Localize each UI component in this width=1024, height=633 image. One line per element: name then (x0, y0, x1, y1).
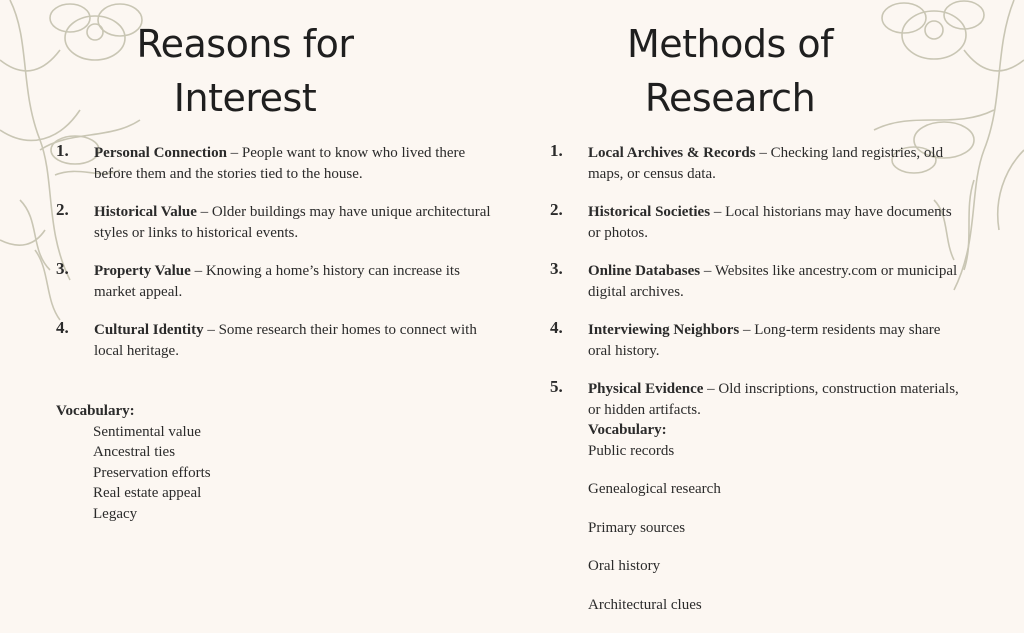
item-term: Local Archives & Records (588, 145, 756, 161)
vocabulary-item: Genealogical research (588, 481, 721, 497)
vocabulary-item: Real estate appeal (93, 485, 202, 501)
right-title (580, 17, 880, 125)
item-term: Interviewing Neighbors (588, 322, 740, 338)
right-title-line1: Methods of (626, 22, 834, 66)
item-term: Physical Evidence (588, 381, 704, 397)
item-number: 5. (550, 377, 563, 396)
vocabulary-item: Sentimental value (93, 423, 201, 440)
list-item (550, 320, 960, 361)
item-term: Online Databases (588, 263, 701, 279)
item-description: – Long-term residents may share oral history. (588, 322, 941, 359)
vocabulary-item: Primary sources (588, 519, 686, 536)
item-term: Historical Value (94, 204, 197, 220)
list-item (550, 143, 960, 184)
reasons-list (56, 143, 496, 379)
item-number: 3. (550, 259, 563, 278)
vocabulary-item: Preservation efforts (93, 464, 211, 481)
item-description: – Older buildings may have unique architectural styles or links to historical events. (94, 204, 491, 241)
vocabulary-item: Legacy (93, 505, 138, 522)
vocabulary-heading: Vocabulary: (588, 422, 667, 438)
item-number: 1. (56, 141, 69, 160)
list-item (550, 202, 960, 243)
left-title-line1: Reasons for (136, 22, 354, 66)
item-number: 2. (550, 200, 563, 219)
item-number: 3. (56, 259, 69, 278)
vocabulary-item: Public records (588, 442, 675, 459)
vocabulary-list (56, 422, 211, 525)
item-term: Cultural Identity (94, 322, 204, 338)
list-item (550, 261, 960, 302)
item-description: – Local historians may have documents or photos. (588, 204, 952, 241)
list-item (56, 320, 496, 361)
right-vocabulary (588, 420, 960, 615)
item-description: – Websites like ancestry.com or municipal digital archives. (588, 263, 958, 300)
list-item (56, 202, 496, 243)
left-title-line2: Interest (173, 76, 317, 120)
list-item (56, 261, 496, 302)
item-description: – Checking land registries, old maps, or census data. (588, 145, 944, 182)
item-description: – Some research their homes to connect with local heritage. (94, 322, 477, 359)
left-vocabulary (56, 401, 211, 524)
list-item (550, 379, 960, 615)
item-number: 1. (550, 141, 563, 160)
vocabulary-item: Ancestral ties (93, 444, 176, 460)
item-number: 2. (56, 200, 69, 219)
item-term: Historical Societies (588, 204, 711, 220)
list-item (56, 143, 496, 184)
item-description: – People want to know who lived there before them and the stories tied to the house. (94, 145, 466, 182)
methods-list (550, 143, 960, 633)
item-term: Personal Connection (94, 145, 227, 161)
left-title (95, 17, 395, 125)
item-number: 4. (56, 318, 69, 337)
vocabulary-heading: Vocabulary: (56, 403, 135, 419)
vocabulary-list (588, 441, 960, 616)
vocabulary-item: Architectural clues (588, 596, 702, 613)
item-description: – Knowing a home’s history can increase its market appeal. (94, 263, 460, 300)
item-number: 4. (550, 318, 563, 337)
vocabulary-item: Oral history (588, 558, 661, 574)
right-title-line2: Research (644, 76, 816, 120)
item-term: Property Value (94, 263, 191, 279)
item-description: – Old inscriptions, construction materials, or hidden artifacts. (588, 381, 959, 418)
